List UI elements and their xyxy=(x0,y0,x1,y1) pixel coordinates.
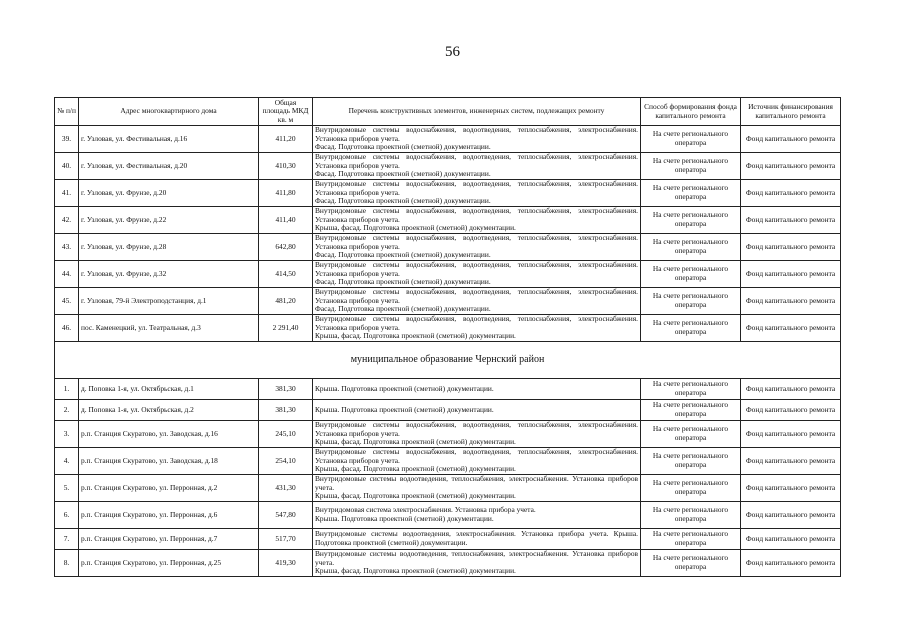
row-works xyxy=(313,379,641,400)
row-source: Фонд капитального ремонта xyxy=(741,502,841,529)
works-line: Крыша, фасад. Подготовка проектной (сметной) документации. xyxy=(315,223,516,233)
row-address: пос. Каменецкий, ул. Театральная, д.3 xyxy=(79,315,259,342)
row-source: Фонд капитального ремонта xyxy=(741,288,841,315)
row-address: г. Узловая, ул. Фестивальная, д.20 xyxy=(79,153,259,180)
works-line: Внутридомовые системы водоснабжения, водоотведения, теплоснабжения, электроснабжения. Установка приборов учета. xyxy=(315,179,638,197)
row-address: г. Узловая, ул. Фрунзе, д.32 xyxy=(79,261,259,288)
row-method: На счете регионального оператора xyxy=(641,180,741,207)
row-source: Фонд капитального ремонта xyxy=(741,475,841,502)
row-area: 381,30 xyxy=(259,379,313,400)
row-address: р.п. Станция Скуратово, ул. Заводская, д.18 xyxy=(79,448,259,475)
table-row xyxy=(55,180,841,207)
works-line: Крыша. Подготовка проектной (сметной) документации. xyxy=(315,514,494,523)
row-address: р.п. Станция Скуратово, ул. Перронная, д.7 xyxy=(79,529,259,550)
works-line: Крыша, фасад. Подготовка проектной (сметной) документации. xyxy=(315,491,516,501)
section-row xyxy=(55,342,841,379)
row-number: 39. xyxy=(55,126,79,153)
works-line: Крыша. Подготовка проектной (сметной) документации. xyxy=(315,383,494,393)
row-works xyxy=(313,400,641,421)
row-area: 419,30 xyxy=(259,550,313,577)
row-works xyxy=(313,421,641,448)
row-number: 8. xyxy=(55,550,79,577)
row-address: г. Узловая, ул. Фрунзе, д.22 xyxy=(79,207,259,234)
row-source: Фонд капитального ремонта xyxy=(741,379,841,400)
row-number: 6. xyxy=(55,502,79,529)
row-number: 4. xyxy=(55,448,79,475)
row-source: Фонд капитального ремонта xyxy=(741,550,841,577)
works-line: Внутридомовые системы водоотведения, электроснабжения. Установка прибора учета. Крыша. Подготовка проектной (сметной) документации. xyxy=(315,529,638,547)
row-works xyxy=(313,153,641,180)
works-line: Фасад. Подготовка проектной (сметной) документации. xyxy=(315,169,491,179)
row-method: На счете регионального оператора xyxy=(641,448,741,475)
row-method: На счете регионального оператора xyxy=(641,234,741,261)
row-address: г. Узловая, 79-й Электроподстанция, д.1 xyxy=(79,288,259,315)
table-row xyxy=(55,315,841,342)
table-row xyxy=(55,502,841,529)
row-number: 41. xyxy=(55,180,79,207)
row-method: На счете регионального оператора xyxy=(641,475,741,502)
row-number: 46. xyxy=(55,315,79,342)
row-area: 411,20 xyxy=(259,126,313,153)
table-row xyxy=(55,234,841,261)
row-method: На счете регионального оператора xyxy=(641,502,741,529)
works-line: Внутридомовые системы водоснабжения, водоотведения, теплоснабжения, электроснабжения. Установка приборов учета. xyxy=(315,447,638,465)
row-method: На счете регионального оператора xyxy=(641,126,741,153)
works-line: Внутридомовые системы водоснабжения, водоотведения, теплоснабжения, электроснабжения. Установка приборов учета. xyxy=(315,420,638,438)
table-row xyxy=(55,153,841,180)
row-method: На счете регионального оператора xyxy=(641,379,741,400)
header-num: № п/п xyxy=(55,98,79,126)
table-row xyxy=(55,207,841,234)
works-line: Внутридомовые системы водоснабжения, водоотведения, теплоснабжения, электроснабжения. Установка приборов учета. xyxy=(315,260,638,278)
row-address: р.п. Станция Скуратово, ул. Перронная, д.25 xyxy=(79,550,259,577)
row-method: На счете регионального оператора xyxy=(641,315,741,342)
row-source: Фонд капитального ремонта xyxy=(741,448,841,475)
row-area: 245,10 xyxy=(259,421,313,448)
row-number: 5. xyxy=(55,475,79,502)
row-area: 414,50 xyxy=(259,261,313,288)
row-address: р.п. Станция Скуратово, ул. Перронная, д.2 xyxy=(79,475,259,502)
works-line: Внутридомовые системы водоснабжения, водоотведения, теплоснабжения, электроснабжения. Установка приборов учета. xyxy=(315,206,638,224)
table-row xyxy=(55,475,841,502)
works-line: Внутридомовые системы водоснабжения, водоотведения, теплоснабжения, электроснабжения. Установка приборов учета. xyxy=(315,314,638,332)
works-line: Внутридомовая система электроснабжения. Установка прибора учета. xyxy=(315,505,536,515)
header-method: Способ формирования фонда капитального ремонта xyxy=(641,98,741,126)
table-row xyxy=(55,400,841,421)
row-source: Фонд капитального ремонта xyxy=(741,400,841,421)
row-number: 40. xyxy=(55,153,79,180)
row-works xyxy=(313,448,641,475)
row-number: 44. xyxy=(55,261,79,288)
header-works: Перечень конструктивных элементов, инженерных систем, подлежащих ремонту xyxy=(313,98,641,126)
table-row xyxy=(55,421,841,448)
row-method: На счете регионального оператора xyxy=(641,261,741,288)
works-line: Крыша. Подготовка проектной (сметной) документации. xyxy=(315,404,494,414)
row-address: р.п. Станция Скуратово, ул. Перронная, д.6 xyxy=(79,502,259,529)
works-line: Внутридомовые системы водоснабжения, водоотведения, теплоснабжения, электроснабжения. Установка приборов учета. xyxy=(315,152,638,170)
row-area: 547,80 xyxy=(259,502,313,529)
row-source: Фонд капитального ремонта xyxy=(741,234,841,261)
row-source: Фонд капитального ремонта xyxy=(741,421,841,448)
row-method: На счете регионального оператора xyxy=(641,153,741,180)
section-title: муниципальное образование Чернский район xyxy=(55,342,841,379)
row-works xyxy=(313,550,641,577)
works-line: Фасад. Подготовка проектной (сметной) документации. xyxy=(315,250,491,260)
row-address: д. Поповка 1-я, ул. Октябрьская, д.1 xyxy=(79,379,259,400)
row-works xyxy=(313,126,641,153)
row-method: На счете регионального оператора xyxy=(641,400,741,421)
table-row xyxy=(55,126,841,153)
works-line: Фасад. Подготовка проектной (сметной) документации. xyxy=(315,304,491,314)
row-source: Фонд капитального ремонта xyxy=(741,153,841,180)
repair-program-table xyxy=(54,97,841,577)
works-line: Фасад. Подготовка проектной (сметной) документации. xyxy=(315,277,491,287)
row-works xyxy=(313,207,641,234)
row-source: Фонд капитального ремонта xyxy=(741,529,841,550)
row-number: 43. xyxy=(55,234,79,261)
table-body-uzlovaya xyxy=(55,126,841,342)
row-address: г. Узловая, ул. Фрунзе, д.20 xyxy=(79,180,259,207)
row-number: 45. xyxy=(55,288,79,315)
row-address: г. Узловая, ул. Фестивальная, д.16 xyxy=(79,126,259,153)
row-number: 3. xyxy=(55,421,79,448)
works-line: Внутридомовые системы водоснабжения, водоотведения, теплоснабжения, электроснабжения. Установка приборов учета. xyxy=(315,287,638,305)
row-address: р.п. Станция Скуратово, ул. Заводская, д.16 xyxy=(79,421,259,448)
works-line: Внутридомовые системы водоотведения, теплоснабжения, электроснабжения. Установка приборов учета. xyxy=(315,549,638,567)
row-area: 381,30 xyxy=(259,400,313,421)
row-area: 411,40 xyxy=(259,207,313,234)
row-source: Фонд капитального ремонта xyxy=(741,261,841,288)
row-area: 431,30 xyxy=(259,475,313,502)
works-line: Крыша, фасад. Подготовка проектной (сметной) документации. xyxy=(315,331,516,341)
table-row xyxy=(55,379,841,400)
row-method: На счете регионального оператора xyxy=(641,550,741,577)
table-header-row xyxy=(55,98,841,126)
row-number: 1. xyxy=(55,379,79,400)
row-works xyxy=(313,315,641,342)
row-works xyxy=(313,475,641,502)
table-row xyxy=(55,529,841,550)
row-method: На счете регионального оператора xyxy=(641,529,741,550)
row-method: На счете регионального оператора xyxy=(641,207,741,234)
table-row xyxy=(55,261,841,288)
table-row xyxy=(55,448,841,475)
row-area: 642,80 xyxy=(259,234,313,261)
row-address: г. Узловая, ул. Фрунзе, д.28 xyxy=(79,234,259,261)
row-source: Фонд капитального ремонта xyxy=(741,180,841,207)
row-area: 2 291,40 xyxy=(259,315,313,342)
row-area: 254,10 xyxy=(259,448,313,475)
table-body-chern xyxy=(55,379,841,577)
row-method: На счете регионального оператора xyxy=(641,421,741,448)
row-works xyxy=(313,261,641,288)
row-area: 411,80 xyxy=(259,180,313,207)
row-number: 7. xyxy=(55,529,79,550)
row-works xyxy=(313,502,641,529)
works-line: Внутридомовые системы водоотведения, теплоснабжения, электроснабжения. Установка приборов учета. xyxy=(315,474,638,492)
row-works xyxy=(313,180,641,207)
row-address: д. Поповка 1-я, ул. Октябрьская, д.2 xyxy=(79,400,259,421)
works-line: Крыша, фасад. Подготовка проектной (сметной) документации. xyxy=(315,566,516,576)
row-area: 410,30 xyxy=(259,153,313,180)
page-number: 56 xyxy=(445,44,460,60)
works-line: Внутридомовые системы водоснабжения, водоотведения, теплоснабжения, электроснабжения. Установка приборов учета. xyxy=(315,233,638,251)
row-works xyxy=(313,529,641,550)
works-line: Фасад. Подготовка проектной (сметной) документации. xyxy=(315,142,491,152)
row-source: Фонд капитального ремонта xyxy=(741,207,841,234)
row-works xyxy=(313,288,641,315)
row-area: 481,20 xyxy=(259,288,313,315)
table-row xyxy=(55,288,841,315)
works-line: Внутридомовые системы водоснабжения, водоотведения, теплоснабжения, электроснабжения. Установка приборов учета. xyxy=(315,125,638,143)
row-number: 42. xyxy=(55,207,79,234)
row-number: 2. xyxy=(55,400,79,421)
header-address: Адрес многоквартирного дома xyxy=(79,98,259,126)
row-method: На счете регионального оператора xyxy=(641,288,741,315)
works-line: Фасад. Подготовка проектной (сметной) документации. xyxy=(315,196,491,206)
row-area: 517,70 xyxy=(259,529,313,550)
row-works xyxy=(313,234,641,261)
row-source: Фонд капитального ремонта xyxy=(741,126,841,153)
works-line: Крыша, фасад. Подготовка проектной (сметной) документации. xyxy=(315,464,516,474)
row-source: Фонд капитального ремонта xyxy=(741,315,841,342)
header-area: Общая площадь МКД кв. м xyxy=(259,98,313,126)
header-source: Источник финансирования капитального ремонта xyxy=(741,98,841,126)
works-line: Крыша, фасад. Подготовка проектной (сметной) документации. xyxy=(315,437,516,447)
table-row xyxy=(55,550,841,577)
